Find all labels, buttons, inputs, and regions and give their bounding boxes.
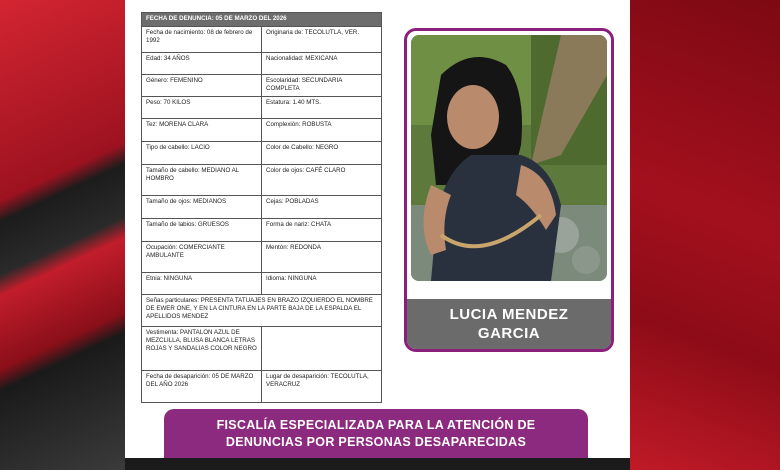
build: Complexión: ROBUSTA	[262, 119, 382, 142]
person-photo-illustration	[411, 35, 607, 281]
missing-person-form	[141, 12, 382, 403]
ethnicity: Etnia: NINGUNA	[142, 273, 262, 295]
report-date: FECHA DE DENUNCIA: 05 DE MARZO DEL 2026	[142, 13, 382, 27]
person-name	[407, 299, 611, 349]
eyebrows: Cejas: POBLADAS	[262, 196, 382, 219]
person-name-line2: GARCIA	[477, 325, 541, 342]
height: Estatura: 1.40 MTS.	[262, 97, 382, 119]
schooling: Escolaridad: SECUNDARIA COMPLETA	[262, 75, 382, 97]
agency-banner-line2: DENUNCIAS POR PERSONAS DESAPARECIDAS	[225, 434, 527, 449]
language: Idioma: NINGUNA	[262, 273, 382, 295]
hair-length: Tamaño de cabello: MEDIANO AL HOMBRO	[142, 165, 262, 196]
skin-tone: Tez: MORENA CLARA	[142, 119, 262, 142]
clothing-empty-cell	[262, 327, 382, 371]
hair-color: Color de Cabello: NEGRO	[262, 142, 382, 165]
disappearance-place: Lugar de desaparición: TECOLUTLA, VERACRUZ	[262, 371, 382, 403]
gender: Género: FEMENINO	[142, 75, 262, 97]
birth-date: Fecha de nacimiento: 08 de febrero de 1992	[142, 27, 262, 53]
origin: Originaria de: TECOLUTLA, VER.	[262, 27, 382, 53]
background-bottom	[125, 458, 630, 470]
background-right	[630, 0, 780, 470]
disappearance-date: Fecha de desaparición: 05 DE MARZO DEL AÑO 2026	[142, 371, 262, 403]
distinguishing-marks: Señas particulares: PRESENTA TATUAJES EN BRAZO IZQUIERDO EL NOMBRE DE EWER ONE, Y EN LA CINTURA EN LA PARTE BAJA DE LA ESPALDA EL APELLIDOS MENDEZ	[142, 295, 382, 327]
background-left	[0, 0, 125, 470]
eye-color: Color de ojos: CAFÉ CLARO	[262, 165, 382, 196]
clothing: Vestimenta: PANTALON AZUL DE MEZCLILLA, BLUSA BLANCA LETRAS ROJAS Y SANDALIAS COLOR NEGRO	[142, 327, 262, 371]
nationality: Nacionalidad: MEXICANA	[262, 53, 382, 75]
lip-size: Tamaño de labios: GRUESOS	[142, 219, 262, 242]
photo-card	[404, 28, 614, 352]
hair-type: Tipo de cabello: LACIO	[142, 142, 262, 165]
person-photo	[411, 35, 607, 281]
person-name-line1: LUCIA MENDEZ	[449, 306, 569, 323]
agency-banner-line1: FISCALÍA ESPECIALIZADA PARA LA ATENCIÓN DE	[216, 417, 536, 432]
nose-shape: Forma de nariz: CHATA	[262, 219, 382, 242]
weight: Peso: 70 KILOS	[142, 97, 262, 119]
age: Edad: 34 AÑOS	[142, 53, 262, 75]
eye-size: Tamaño de ojos: MEDIANOS	[142, 196, 262, 219]
agency-banner	[164, 409, 588, 458]
chin: Mentón: REDONDA	[262, 242, 382, 273]
occupation: Ocupación: COMERCIANTE AMBULANTE	[142, 242, 262, 273]
